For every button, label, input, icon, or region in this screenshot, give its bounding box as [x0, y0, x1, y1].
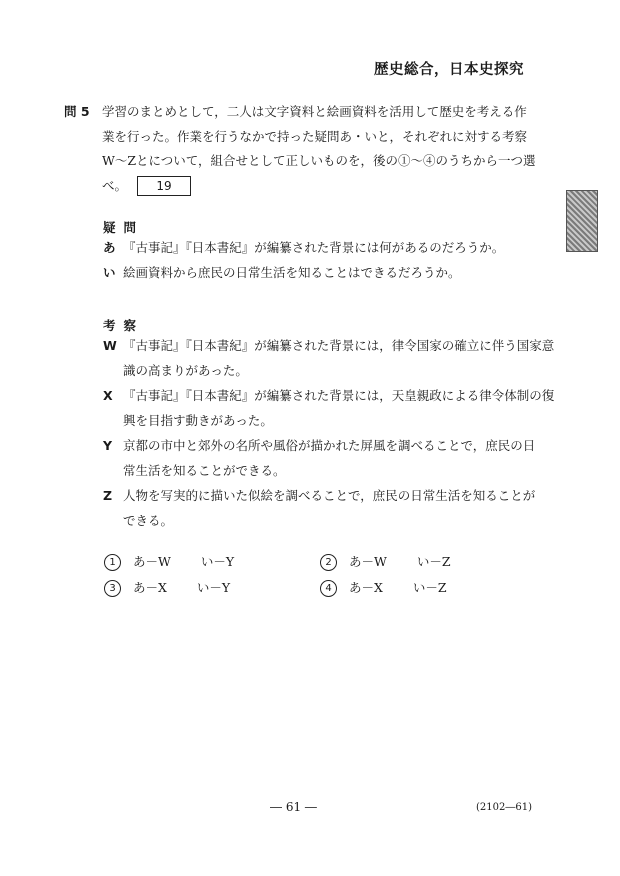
page-header-title: 歴史総合，日本史探究 — [374, 62, 524, 78]
consideration-mark: Y — [103, 438, 113, 453]
question-line: W～Zとについて，組合せとして正しいものを，後の①～④のうちから一つ選 — [102, 153, 536, 168]
choice-number-circle: 3 — [104, 580, 121, 597]
choice-3[interactable] — [104, 578, 256, 597]
page-code: (2102―61) — [476, 802, 532, 813]
question-line: 業を行った。作業を行うなかで持った疑問あ・いと，それぞれに対する考察 — [102, 128, 528, 144]
choice-2[interactable] — [320, 552, 477, 571]
considerations-heading: 考察 — [103, 318, 145, 333]
consideration-line: できる。 — [123, 512, 174, 528]
doubt-mark: い — [103, 265, 116, 280]
doubt-mark: あ — [103, 240, 116, 255]
consideration-line: 京都の市中と郊外の名所や風俗が描かれた屏風を調べることで，庶民の日 — [123, 438, 536, 453]
question-text — [102, 100, 534, 198]
consideration-line: 『古事記』『日本書紀』が編纂された背景には，天皇親政による律令体制の復 — [123, 388, 555, 403]
consideration-line: 『古事記』『日本書紀』が編纂された背景には，律令国家の確立に伴う国家意 — [123, 338, 555, 353]
doubt-text: 『古事記』『日本書紀』が編纂された背景には何があるのだろうか。 — [123, 240, 505, 255]
choice-number-circle: 4 — [320, 580, 337, 597]
question-block — [64, 100, 534, 198]
doubts-heading: 疑問 — [103, 220, 145, 235]
doubt-item — [103, 261, 533, 286]
question-line — [102, 174, 534, 199]
choice-pair-a: あ－W — [132, 554, 171, 569]
consideration-item — [103, 434, 536, 483]
doubt-text: 絵画資料から庶民の日常生活を知ることはできるだろうか。 — [123, 265, 461, 280]
consideration-line: 常生活を知ることができる。 — [123, 462, 286, 478]
choice-pair-b: い－Z — [416, 554, 451, 569]
choice-1[interactable] — [104, 552, 260, 571]
consideration-mark: X — [103, 388, 113, 403]
question-line: 学習のまとめとして，二人は文字資料と絵画資料を活用して歴史を考える作 — [102, 104, 527, 119]
consideration-mark: W — [103, 338, 117, 353]
consideration-line: 識の高まりがあった。 — [123, 362, 248, 378]
answer-box: 19 — [137, 176, 191, 196]
consideration-item — [103, 384, 555, 433]
side-index-tab — [566, 190, 598, 252]
choice-number-circle: 2 — [320, 554, 337, 571]
doubt-item — [103, 236, 533, 261]
choice-pair-a: あ－X — [132, 580, 167, 595]
choice-4[interactable] — [320, 578, 473, 597]
question-line-end: べ。 — [102, 177, 128, 193]
consideration-item — [103, 484, 536, 533]
choice-pair-b: い－Y — [196, 580, 231, 595]
consideration-line: 興を目指す動きがあった。 — [123, 412, 273, 428]
choice-pair-a: あ－X — [348, 580, 383, 595]
choice-pair-b: い－Z — [412, 580, 447, 595]
choice-pair-a: あ－W — [348, 554, 387, 569]
page-number: ― 61 ― — [270, 800, 317, 814]
consideration-line: 人物を写実的に描いた似絵を調べることで，庶民の日常生活を知ることが — [123, 488, 536, 503]
consideration-mark: Z — [103, 488, 113, 503]
consideration-item — [103, 334, 555, 383]
question-number: 問 5 — [64, 104, 90, 119]
choice-pair-b: い－Y — [200, 554, 235, 569]
choice-number-circle: 1 — [104, 554, 121, 571]
